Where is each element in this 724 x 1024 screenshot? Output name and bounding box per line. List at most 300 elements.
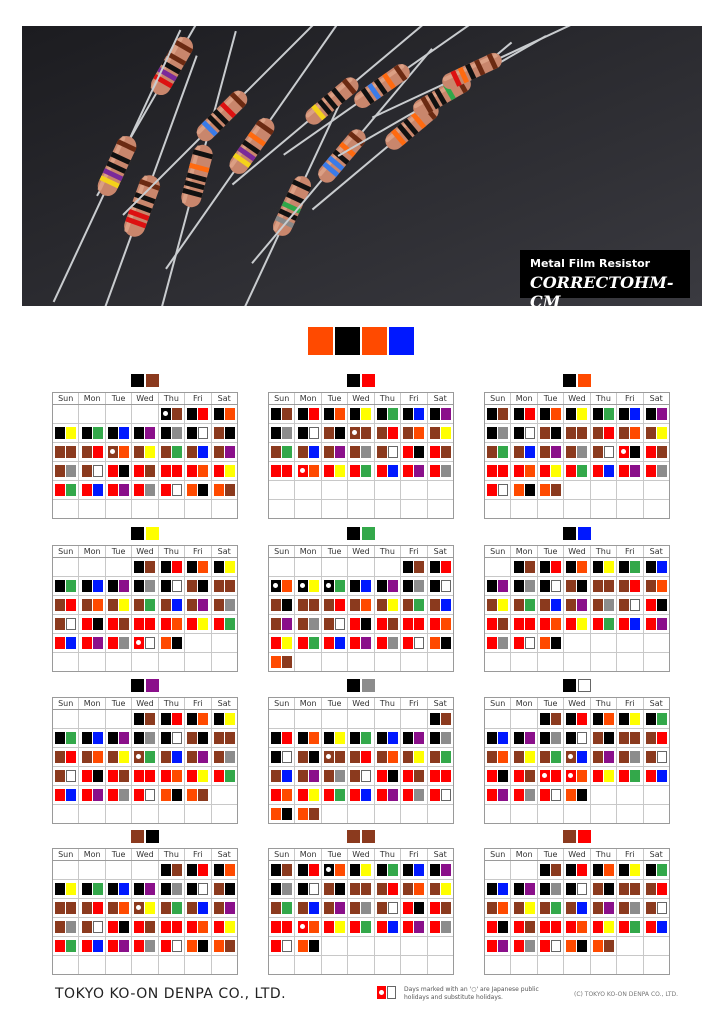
day-digit-band [577, 940, 587, 952]
day-digit-band [282, 770, 292, 782]
week-row [269, 596, 453, 615]
weekday-label: Fri [617, 393, 643, 404]
day-digit-band [298, 902, 308, 914]
day-digit-band [335, 789, 345, 801]
day-cell [322, 748, 348, 766]
empty-day-cell [53, 405, 79, 423]
day-digit-band [551, 789, 561, 801]
day-digit-band [361, 446, 371, 458]
empty-day-cell [106, 653, 132, 671]
day-digit-band [646, 618, 656, 630]
day-cell [132, 462, 158, 480]
weekday-label: Sun [485, 849, 511, 860]
day-digit-band [514, 637, 524, 649]
day-cell [212, 748, 237, 766]
day-digit-band [161, 446, 171, 458]
day-cell [511, 481, 537, 499]
day-digit-band [630, 446, 640, 458]
day-digit-band [108, 618, 118, 630]
day-cell [617, 443, 643, 461]
day-digit-band [388, 427, 398, 439]
day-digit-band [119, 732, 129, 744]
day-cell [485, 786, 511, 804]
day-digit-band [487, 618, 497, 630]
month-grid [484, 545, 670, 672]
day-cell [185, 710, 211, 728]
day-cell [322, 405, 348, 423]
day-digit-band [119, 465, 129, 477]
day-cell [538, 405, 564, 423]
day-digit-band [119, 883, 129, 895]
day-cell [564, 899, 590, 917]
month-grid [52, 392, 238, 519]
day-cell [132, 596, 158, 614]
day-digit-band [108, 883, 118, 895]
day-digit-band [441, 599, 451, 611]
week-row [269, 405, 453, 424]
day-cell [132, 748, 158, 766]
day-cell [53, 767, 79, 785]
day-digit-band [82, 637, 92, 649]
day-digit-band [388, 408, 398, 420]
day-digit-band [577, 408, 587, 420]
day-digit-band [134, 789, 144, 801]
empty-day-cell [401, 710, 427, 728]
empty-day-cell [644, 956, 669, 974]
day-digit-band [577, 599, 587, 611]
day-cell [591, 424, 617, 442]
day-cell [401, 634, 427, 652]
day-cell [132, 937, 158, 955]
day-digit-band [145, 465, 155, 477]
day-digit-band [441, 751, 451, 763]
month-grid [268, 545, 454, 672]
day-cell [269, 596, 295, 614]
month-code-band [131, 374, 144, 387]
day-digit-band [66, 732, 76, 744]
day-digit-band [540, 408, 550, 420]
day-digit-band [55, 484, 65, 496]
day-digit-band [271, 902, 281, 914]
weekday-label: Sat [433, 547, 447, 556]
day-digit-band [525, 921, 535, 933]
day-digit-band [161, 883, 171, 895]
weekday-label: Tue [322, 546, 348, 557]
day-cell [591, 615, 617, 633]
weekday-label: Sat [649, 394, 663, 403]
day-digit-band [540, 789, 550, 801]
day-cell [295, 748, 321, 766]
day-cell [617, 424, 643, 442]
day-digit-band [55, 902, 65, 914]
day-digit-band [198, 883, 208, 895]
day-cell [185, 596, 211, 614]
day-digit-band [324, 770, 334, 782]
day-digit-band [108, 580, 118, 592]
day-digit-band [66, 599, 76, 611]
week-row [53, 918, 237, 937]
day-digit-band [361, 902, 371, 914]
day-digit-band [324, 599, 334, 611]
day-cell [617, 558, 643, 576]
empty-day-cell [132, 500, 158, 518]
day-digit-band [593, 921, 603, 933]
day-digit-band [646, 561, 656, 573]
empty-day-cell [617, 500, 643, 518]
day-cell [428, 405, 453, 423]
day-cell [212, 577, 237, 595]
day-digit-band [403, 789, 413, 801]
day-digit-band [66, 789, 76, 801]
day-cell [644, 861, 669, 879]
day-digit-band [187, 864, 197, 876]
day-digit-band [441, 864, 451, 876]
day-digit-band [604, 883, 614, 895]
holiday-marker [136, 754, 141, 759]
holiday-marker [542, 773, 547, 778]
day-digit-band [577, 618, 587, 630]
week-row [269, 899, 453, 918]
day-digit-band [271, 618, 281, 630]
week-row [485, 880, 669, 899]
day-cell [269, 861, 295, 879]
day-cell [159, 634, 185, 652]
week-row [53, 481, 237, 500]
empty-day-cell [185, 634, 211, 652]
day-cell [322, 880, 348, 898]
day-digit-band [630, 883, 640, 895]
day-cell [79, 481, 105, 499]
day-digit-band [577, 732, 587, 744]
day-digit-band [441, 770, 451, 782]
day-digit-band [441, 561, 451, 573]
day-digit-band [309, 408, 319, 420]
day-cell [617, 462, 643, 480]
day-digit-band [309, 808, 319, 820]
day-digit-band [108, 637, 118, 649]
day-cell [348, 596, 374, 614]
day-digit-band [525, 427, 535, 439]
day-digit-band [430, 883, 440, 895]
day-digit-band [361, 637, 371, 649]
day-digit-band [134, 484, 144, 496]
week-row [269, 443, 453, 462]
day-cell [185, 558, 211, 576]
day-digit-band [525, 408, 535, 420]
day-cell [538, 710, 564, 728]
day-digit-band [551, 902, 561, 914]
day-digit-band [350, 864, 360, 876]
day-digit-band [145, 637, 155, 649]
day-digit-band [93, 732, 103, 744]
day-cell [53, 899, 79, 917]
day-digit-band [514, 465, 524, 477]
week-row [53, 861, 237, 880]
weekday-label: Sun [485, 698, 511, 709]
day-digit-band [93, 580, 103, 592]
day-digit-band [441, 732, 451, 744]
day-digit-band [430, 902, 440, 914]
day-digit-band [388, 618, 398, 630]
day-digit-band [108, 940, 118, 952]
day-cell [644, 767, 669, 785]
day-digit-band [145, 940, 155, 952]
day-digit-band [187, 789, 197, 801]
day-digit-band [388, 732, 398, 744]
empty-day-cell [485, 710, 511, 728]
day-cell [644, 899, 669, 917]
weekday-label: Sat [217, 699, 231, 708]
day-digit-band [309, 883, 319, 895]
day-digit-band [577, 446, 587, 458]
day-cell [428, 462, 453, 480]
day-digit-band [388, 770, 398, 782]
day-cell [617, 861, 643, 879]
month-code-band [362, 527, 375, 540]
day-cell [269, 405, 295, 423]
day-digit-band [403, 618, 413, 630]
day-digit-band [282, 789, 292, 801]
week-row [53, 653, 237, 671]
empty-day-cell [53, 653, 79, 671]
day-digit-band [324, 408, 334, 420]
day-digit-band [82, 446, 92, 458]
day-digit-band [414, 789, 424, 801]
month-code-band [563, 527, 576, 540]
day-digit-band [82, 484, 92, 496]
day-digit-band [646, 580, 656, 592]
day-digit-band [514, 618, 524, 630]
day-digit-band [593, 580, 603, 592]
day-cell [401, 899, 427, 917]
day-digit-band [498, 637, 508, 649]
weekday-label: Wed [564, 698, 590, 709]
day-cell [564, 405, 590, 423]
day-digit-band [414, 864, 424, 876]
weekday-header [53, 546, 237, 558]
day-cell [401, 558, 427, 576]
day-digit-band [657, 902, 667, 914]
day-cell [485, 634, 511, 652]
weekday-label: Mon [295, 546, 321, 557]
day-digit-band [108, 789, 118, 801]
day-digit-band [604, 713, 614, 725]
day-digit-band [525, 940, 535, 952]
weekday-label: Tue [538, 698, 564, 709]
month-code-band [347, 830, 360, 843]
empty-day-cell [617, 937, 643, 955]
day-cell [375, 443, 401, 461]
day-digit-band [566, 789, 576, 801]
day-cell [401, 405, 427, 423]
day-cell [212, 443, 237, 461]
day-digit-band [525, 789, 535, 801]
day-digit-band [350, 732, 360, 744]
day-digit-band [187, 599, 197, 611]
day-digit-band [55, 940, 65, 952]
day-digit-band [82, 789, 92, 801]
month-color-code [131, 679, 159, 692]
week-row [269, 615, 453, 634]
day-cell [79, 767, 105, 785]
day-digit-band [403, 580, 413, 592]
day-digit-band [134, 940, 144, 952]
day-digit-band [161, 732, 171, 744]
week-row [269, 918, 453, 937]
day-digit-band [119, 770, 129, 782]
day-cell [511, 596, 537, 614]
day-cell [511, 615, 537, 633]
day-digit-band [593, 751, 603, 763]
day-cell [591, 462, 617, 480]
day-cell [591, 443, 617, 461]
week-row [269, 500, 453, 518]
day-digit-band [540, 580, 550, 592]
day-digit-band [172, 408, 182, 420]
day-cell [644, 596, 669, 614]
day-digit-band [309, 789, 319, 801]
weekday-label: Thu [159, 546, 185, 557]
day-digit-band [145, 599, 155, 611]
day-digit-band [430, 561, 440, 573]
day-digit-band [388, 580, 398, 592]
day-digit-band [298, 732, 308, 744]
day-cell [564, 729, 590, 747]
day-digit-band [134, 732, 144, 744]
day-digit-band [487, 902, 497, 914]
day-digit-band [298, 427, 308, 439]
day-digit-band [414, 732, 424, 744]
day-digit-band [324, 864, 334, 876]
day-digit-band [335, 580, 345, 592]
day-cell [538, 861, 564, 879]
week-row [269, 786, 453, 805]
month-grid [52, 848, 238, 975]
day-digit-band [619, 408, 629, 420]
day-digit-band [350, 427, 360, 439]
day-digit-band [657, 732, 667, 744]
day-digit-band [119, 637, 129, 649]
month-color-code [347, 679, 375, 692]
day-digit-band [498, 446, 508, 458]
day-digit-band [55, 637, 65, 649]
day-digit-band [214, 864, 224, 876]
day-digit-band [604, 580, 614, 592]
day-digit-band [403, 864, 413, 876]
day-digit-band [525, 465, 535, 477]
day-digit-band [403, 465, 413, 477]
day-digit-band [350, 921, 360, 933]
week-row [53, 880, 237, 899]
day-cell [617, 710, 643, 728]
day-digit-band [377, 465, 387, 477]
empty-day-cell [375, 481, 401, 499]
empty-day-cell [348, 710, 374, 728]
day-digit-band [566, 618, 576, 630]
day-cell [485, 462, 511, 480]
day-cell [428, 558, 453, 576]
day-digit-band [403, 427, 413, 439]
day-digit-band [646, 465, 656, 477]
day-digit-band [335, 921, 345, 933]
day-digit-band [145, 713, 155, 725]
day-digit-band [441, 921, 451, 933]
day-digit-band [350, 580, 360, 592]
day-digit-band [377, 618, 387, 630]
empty-day-cell [295, 500, 321, 518]
day-digit-band [271, 580, 281, 592]
day-cell [322, 424, 348, 442]
day-digit-band [525, 599, 535, 611]
empty-day-cell [269, 710, 295, 728]
weekday-header [53, 698, 237, 710]
month-code-band [347, 679, 360, 692]
day-digit-band [172, 732, 182, 744]
day-digit-band [298, 465, 308, 477]
day-cell [617, 767, 643, 785]
day-cell [511, 424, 537, 442]
weekday-label: Sat [217, 850, 231, 859]
day-digit-band [430, 732, 440, 744]
empty-day-cell [401, 956, 427, 974]
day-digit-band [172, 921, 182, 933]
day-cell [401, 880, 427, 898]
day-digit-band [66, 580, 76, 592]
weekday-label: Fri [617, 698, 643, 709]
day-digit-band [198, 408, 208, 420]
day-digit-band [388, 902, 398, 914]
day-cell [53, 880, 79, 898]
month-color-code [563, 679, 591, 692]
empty-day-cell [511, 710, 537, 728]
day-digit-band [298, 864, 308, 876]
day-digit-band [172, 618, 182, 630]
day-digit-band [619, 446, 629, 458]
holiday-marker [273, 583, 278, 588]
week-row [269, 937, 453, 956]
day-cell [295, 462, 321, 480]
week-row [269, 424, 453, 443]
day-cell [132, 481, 158, 499]
day-digit-band [619, 580, 629, 592]
day-cell [53, 786, 79, 804]
day-digit-band [214, 484, 224, 496]
day-cell [212, 918, 237, 936]
day-cell [53, 729, 79, 747]
empty-day-cell [485, 653, 511, 671]
day-cell [79, 462, 105, 480]
year-code-band-2 [335, 327, 360, 355]
empty-day-cell [401, 805, 427, 823]
day-digit-band [82, 883, 92, 895]
day-digit-band [172, 561, 182, 573]
day-cell [106, 615, 132, 633]
day-cell [132, 899, 158, 917]
empty-day-cell [79, 956, 105, 974]
day-digit-band [187, 770, 197, 782]
day-cell [269, 653, 295, 671]
day-digit-band [377, 921, 387, 933]
day-digit-band [66, 427, 76, 439]
empty-day-cell [644, 481, 669, 499]
day-digit-band [93, 465, 103, 477]
day-cell [348, 748, 374, 766]
day-digit-band [414, 427, 424, 439]
empty-day-cell [132, 805, 158, 823]
day-cell [185, 615, 211, 633]
day-digit-band [161, 484, 171, 496]
day-digit-band [630, 902, 640, 914]
